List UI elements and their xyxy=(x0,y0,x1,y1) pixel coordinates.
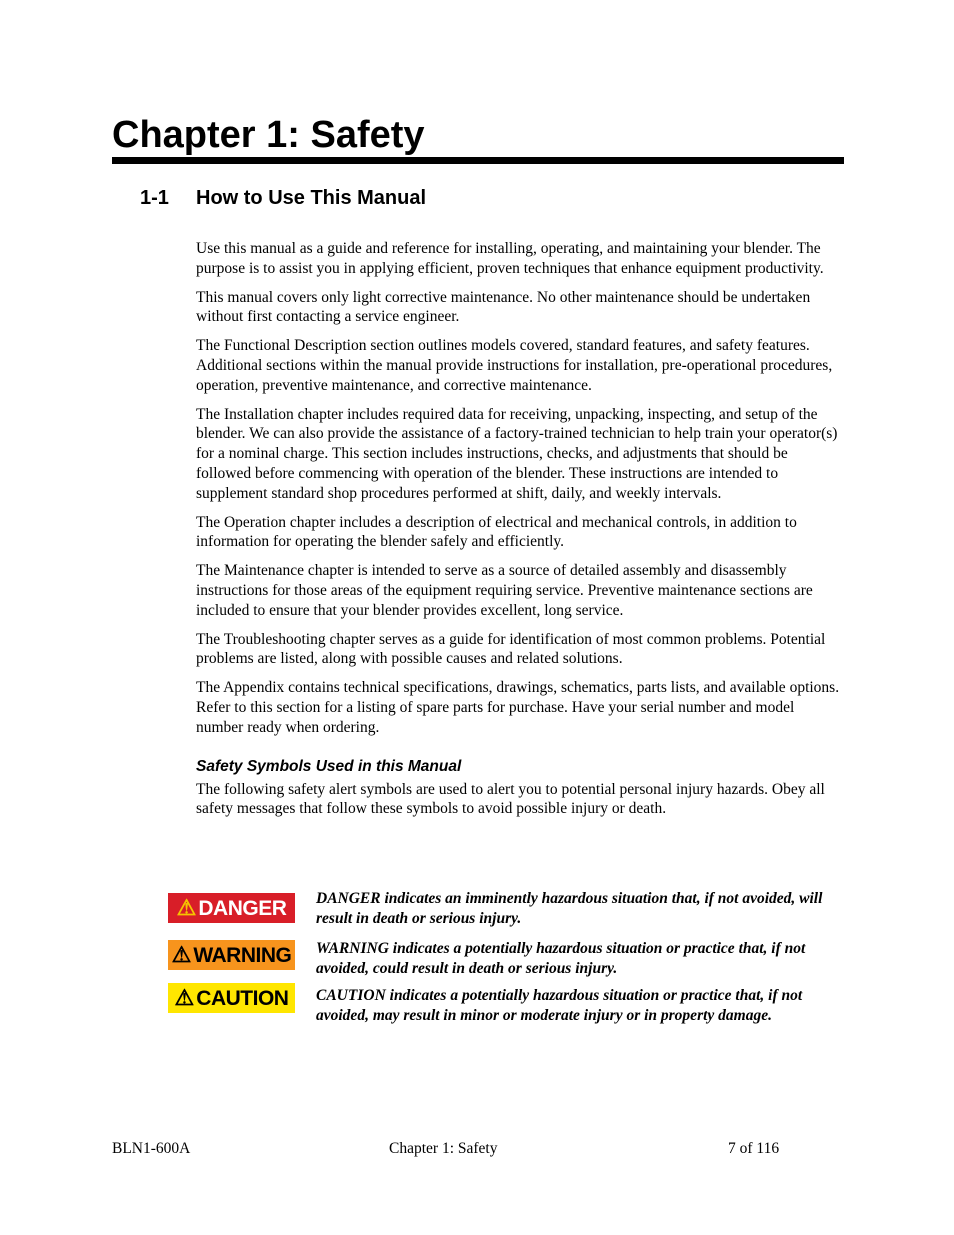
footer-doc-id: BLN1-600A xyxy=(112,1140,191,1157)
safety-symbols-heading: Safety Symbols Used in this Manual xyxy=(196,757,462,775)
paragraph: The Operation chapter includes a description of electrical and mechanical controls, in addition to information for operating the blender safely and efficiently. xyxy=(196,513,797,551)
section-heading xyxy=(140,185,426,211)
caution-label: CAUTION xyxy=(196,986,289,1010)
chapter-title: Chapter 1: Safety xyxy=(112,114,425,156)
paragraph: Use this manual as a guide and reference for installing, operating, and maintaining your blender. The purpose is to assist you in applying efficient, proven techniques that enhance equipment productivity. xyxy=(196,240,824,277)
paragraph: This manual covers only light corrective maintenance. No other maintenance should be undertaken without first contacting a service engineer. xyxy=(196,288,811,326)
caution-badge xyxy=(168,983,295,1013)
title-rule xyxy=(112,157,844,164)
paragraph: The Installation chapter includes required data for receiving, unpacking, inspecting, and setup of the blender. We can also provide the assistance of a factory-trained technician to help train your operator(s) for a nominal charge. This section includes instructions, checks, and adjustments that should be followed before commencing with operation of the blender. These instructions are intended to supplement standard shop procedures performed at shift, daily, and weekly intervals. xyxy=(196,405,838,502)
paragraph: The Troubleshooting chapter serves as a guide for identification of most common problems. Potential problems are listed, along with possible causes and related solutions. xyxy=(196,630,826,668)
section-title: How to Use This Manual xyxy=(196,187,427,209)
paragraph: The Appendix contains technical specifications, drawings, schematics, parts lists, and available options. Refer to this section for a listing of spare parts for purchase. Have your serial number and model number ready when ordering. xyxy=(196,679,840,736)
warning-triangle-icon: ⚠ xyxy=(171,942,192,967)
warning-description: WARNING indicates a potentially hazardous situation or practice that, if not avoided, could result in death or serious injury. xyxy=(316,940,806,977)
warning-triangle-icon: ⚠ xyxy=(174,985,195,1010)
danger-badge xyxy=(168,893,295,923)
danger-label: DANGER xyxy=(198,896,287,920)
footer-chapter: Chapter 1: Safety xyxy=(389,1140,498,1157)
footer-page-number: 7 of 116 xyxy=(728,1140,780,1157)
body-text xyxy=(196,239,844,828)
section-number: 1-1 xyxy=(140,187,169,209)
danger-description: DANGER indicates an imminently hazardous situation that, if not avoided, will result in death or serious injury. xyxy=(316,890,823,927)
safety-symbols-intro: The following safety alert symbols are used to alert you to potential personal injury hazards. Obey all safety messages that follow these symbols to avoid possible injury or death. xyxy=(196,780,825,818)
warning-badge xyxy=(168,940,295,970)
warning-triangle-icon: ⚠ xyxy=(176,895,197,920)
warning-label: WARNING xyxy=(193,943,292,967)
page-footer xyxy=(112,1139,844,1159)
paragraph: The Functional Description section outlines models covered, standard features, and safety features. Additional sections within the manual provide instructions for installation, pre-operational procedures, operation, preventive maintenance, and corrective maintenance. xyxy=(196,337,833,394)
caution-description: CAUTION indicates a potentially hazardous situation or practice that, if not avoided, may result in minor or moderate injury or in property damage. xyxy=(316,987,803,1024)
paragraph: The Maintenance chapter is intended to serve as a source of detailed assembly and disassembly instructions for those areas of the equipment requiring service. Preventive maintenance sections are included to ensure that your blender provides excellent, long service. xyxy=(196,562,813,619)
